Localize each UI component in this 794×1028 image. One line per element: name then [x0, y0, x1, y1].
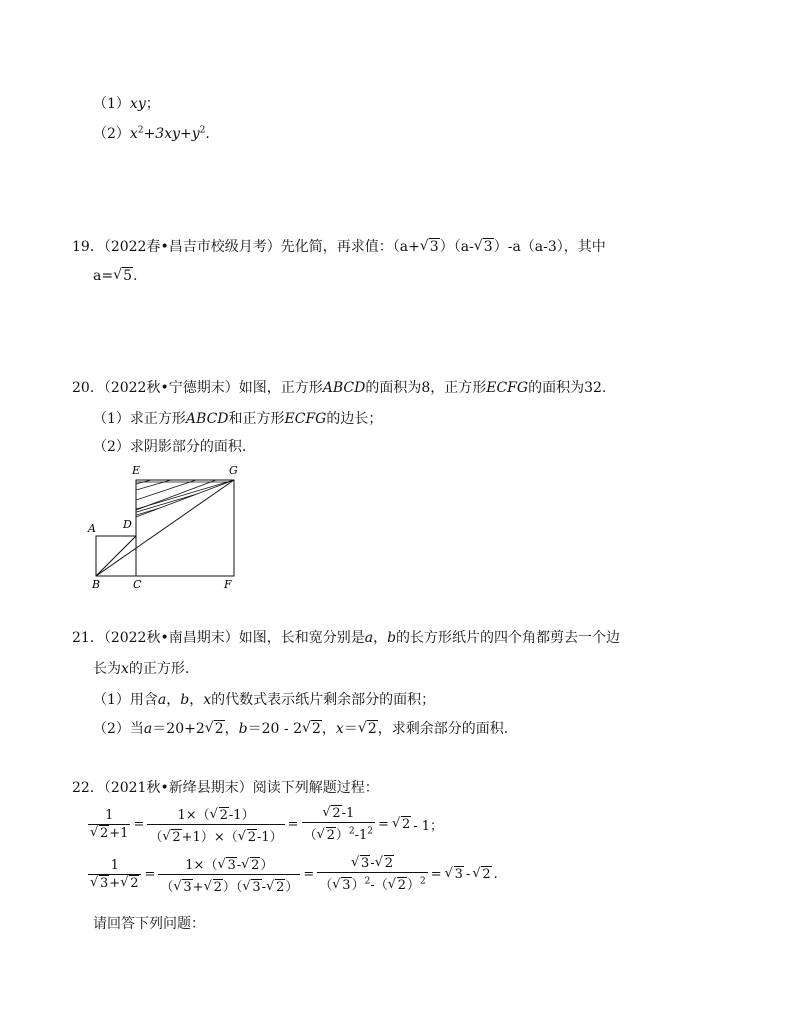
term: -	[236, 858, 242, 873]
q20-part1	[93, 408, 382, 428]
radicand: 2	[100, 826, 109, 841]
q19-line2	[93, 268, 137, 284]
denominator	[88, 875, 141, 891]
question-source: （2022秋•南昌期末）	[103, 630, 239, 646]
square-name: ECFG	[486, 380, 529, 396]
term: -1	[341, 806, 355, 821]
question-text: ，求剩余部分的面积.	[377, 721, 509, 737]
question-text: 长为	[93, 661, 121, 677]
question-text: 先化简，再求值：（a+	[280, 239, 420, 255]
term: （	[160, 880, 174, 895]
question-text: 的边长；	[326, 411, 383, 427]
radicand: 2	[130, 876, 139, 891]
term: +	[109, 876, 121, 891]
question-text: 如图，长和宽分别是	[238, 630, 365, 646]
term: -	[261, 880, 267, 895]
q21-part1	[93, 689, 435, 709]
sqrt	[474, 239, 494, 255]
radicand: 3	[183, 880, 192, 895]
denominator	[88, 825, 130, 841]
square-name: ECFG	[284, 411, 327, 427]
sqrt	[322, 806, 341, 821]
question-text: 和正方形	[228, 411, 285, 427]
sqrt	[204, 880, 223, 895]
question-text: 请回答下列问题：	[93, 916, 205, 932]
radicand: 2	[326, 828, 335, 843]
term: .	[493, 867, 498, 882]
equals-sign: =	[378, 817, 389, 832]
question-text: 如图，正方形	[238, 380, 323, 396]
term: ）（	[222, 880, 243, 895]
label-c: C	[133, 578, 142, 590]
sqrt	[266, 880, 285, 895]
var-b: b	[180, 692, 190, 708]
equals-sign: =	[287, 817, 299, 832]
denominator	[302, 823, 375, 843]
sqrt	[241, 858, 260, 873]
sqrt	[242, 880, 261, 895]
question-text: ）（a-	[439, 239, 474, 255]
radicand: 3	[454, 867, 463, 882]
radicand: 2	[247, 830, 256, 845]
radicand: 2	[401, 817, 411, 832]
question-number: 22．	[72, 780, 104, 796]
var-a: a	[143, 721, 153, 737]
radicand: 2	[397, 878, 406, 893]
sqrt	[217, 858, 236, 873]
numerator	[147, 804, 284, 825]
term: （	[319, 878, 333, 893]
part-label: （1）	[93, 96, 130, 112]
radicand: 5	[123, 268, 132, 284]
sqrt	[113, 268, 133, 284]
label-a: A	[88, 522, 96, 535]
term: -	[465, 867, 471, 882]
question-number: 21．	[72, 630, 104, 646]
term: -1）	[257, 830, 283, 845]
question-text: 的正方形.	[128, 661, 190, 677]
label-g: G	[229, 464, 238, 477]
term: （	[303, 828, 317, 843]
exponent: 2	[137, 125, 144, 136]
numerator	[302, 806, 375, 823]
term: ）	[351, 878, 365, 893]
term: ）	[285, 880, 299, 895]
radicand: 2	[172, 830, 181, 845]
sqrt	[351, 856, 370, 871]
sqrt	[302, 721, 322, 737]
question-source: （2022秋•宁德期末）	[103, 380, 239, 396]
term: - 1；	[413, 819, 444, 834]
question-text: ）-a（a-3），其中	[493, 239, 606, 255]
numerator	[317, 856, 427, 873]
radicand: 2	[332, 806, 341, 821]
part-label: （1）	[93, 692, 130, 708]
sqrt	[90, 876, 109, 891]
q18-part2	[93, 123, 210, 143]
denominator	[317, 873, 427, 893]
sqrt	[317, 828, 336, 843]
question-number: 19．	[72, 239, 104, 255]
sqrt	[445, 867, 464, 882]
sqrt	[420, 239, 440, 255]
question-text: 阅读下列解题过程：	[252, 780, 379, 796]
question-text: 求阴影部分的面积.	[129, 439, 247, 455]
radicand: 3	[361, 856, 370, 871]
q21-line2	[93, 658, 189, 678]
term: （	[149, 830, 163, 845]
q22-equation-2	[88, 854, 498, 895]
exponent: 2	[364, 876, 371, 887]
exponent: 2	[420, 876, 426, 887]
radicand: 2	[276, 880, 285, 895]
radicand: 2	[482, 867, 491, 882]
question-source: （2021秋•新绛县期末）	[103, 780, 253, 796]
question-text: 用含	[129, 692, 158, 708]
label-d: D	[123, 518, 132, 531]
radicand: 3	[252, 880, 261, 895]
radicand: 3	[483, 239, 493, 255]
question-number: 20．	[72, 380, 104, 396]
square-name: ABCD	[322, 380, 366, 396]
fraction	[147, 804, 284, 845]
term: +1）×（	[181, 830, 238, 845]
var-b: b	[238, 721, 248, 737]
punct: .	[133, 268, 138, 284]
q18-part1	[93, 93, 160, 113]
sqrt	[472, 867, 491, 882]
punct: .	[205, 126, 210, 142]
punct: ，	[321, 721, 336, 737]
punct: ，	[224, 721, 239, 737]
term: 1×（	[177, 808, 210, 823]
var-x: x	[203, 692, 212, 708]
shaded-region	[86, 480, 234, 530]
q22-prompt	[93, 913, 205, 933]
radicand: 3	[227, 858, 236, 873]
equals-sign: =	[144, 867, 156, 882]
sqrt	[375, 856, 394, 871]
punct: ，	[373, 630, 388, 646]
var-x: x	[335, 721, 344, 737]
equals-sign: =	[133, 817, 145, 832]
numerator: 1	[88, 808, 130, 825]
term: ）	[407, 878, 421, 893]
radicand: 3	[342, 878, 351, 893]
numerator	[158, 854, 300, 875]
q21-line1	[72, 627, 620, 647]
term: -（	[370, 878, 388, 893]
sqrt	[332, 878, 351, 893]
equals-sign: =	[303, 867, 315, 882]
expression: ＝20 - 2	[247, 721, 302, 737]
part-label: （2）	[93, 439, 130, 455]
radicand: 2	[367, 721, 377, 737]
sqrt	[238, 830, 257, 845]
term: -	[370, 856, 375, 871]
sqrt	[173, 880, 192, 895]
sqrt	[358, 721, 378, 737]
sqrt	[392, 817, 411, 832]
question-text: a=	[93, 268, 114, 284]
q22-equation-1	[88, 804, 443, 845]
sqrt	[120, 876, 139, 891]
fraction	[88, 808, 130, 841]
radicand: 2	[213, 880, 222, 895]
line-bd	[96, 536, 136, 576]
expression: xy	[129, 96, 146, 112]
label-b: B	[92, 578, 101, 590]
punct: ，	[166, 692, 181, 708]
expression: ＝20+2	[152, 721, 205, 737]
radicand: 2	[219, 808, 228, 823]
label-f: F	[224, 578, 232, 590]
radicand: 2	[384, 856, 393, 871]
var-a: a	[364, 630, 374, 646]
exponent: 2	[348, 826, 355, 837]
term: ）	[335, 828, 349, 843]
question-text: 的长方形纸片的四个角都剪去一个边	[396, 630, 621, 646]
question-text: 的面积为8，正方形	[365, 380, 487, 396]
sqrt	[388, 878, 407, 893]
denominator	[147, 825, 284, 845]
radicand: 3	[429, 239, 439, 255]
expression: +3xy+y	[143, 126, 200, 142]
question-text: 当	[129, 721, 144, 737]
equals-sign: =	[430, 867, 442, 882]
square-name: ABCD	[185, 411, 229, 427]
punct: ；	[145, 96, 160, 112]
q20-line1	[72, 377, 606, 397]
term: +	[192, 880, 204, 895]
term: -1	[354, 828, 368, 843]
sqrt	[162, 830, 181, 845]
part-label: （2）	[93, 721, 130, 737]
exponent: 2	[199, 125, 206, 136]
q22-line1	[72, 777, 379, 797]
exponent: 2	[367, 826, 374, 837]
part-label: （2）	[93, 126, 130, 142]
q19-line1	[72, 236, 606, 256]
var-a: a	[157, 692, 167, 708]
radicand: 2	[214, 721, 224, 737]
question-text: 求正方形	[129, 411, 186, 427]
radicand: 3	[100, 876, 109, 891]
q20-part2	[93, 436, 246, 456]
var-b: b	[387, 630, 397, 646]
expression: ＝	[343, 721, 358, 737]
sqrt	[205, 721, 225, 737]
question-text: 的代数式表示纸片剩余部分的面积；	[211, 692, 436, 708]
term: +1	[109, 826, 129, 841]
line-bg	[96, 480, 234, 576]
q20-figure	[86, 460, 246, 590]
fraction	[158, 854, 300, 895]
var-x: x	[121, 661, 129, 677]
q21-part2	[93, 718, 508, 738]
var-x: x	[129, 126, 138, 142]
punct: ，	[189, 692, 204, 708]
part-label: （1）	[93, 411, 130, 427]
term: -1）	[228, 808, 255, 823]
fraction	[88, 858, 141, 891]
denominator	[158, 875, 300, 895]
term: 1×（	[185, 858, 218, 873]
sqrt	[90, 826, 109, 841]
question-source: （2022春•昌吉市校级月考）	[103, 239, 281, 255]
numerator: 1	[88, 858, 141, 875]
fraction	[302, 806, 375, 843]
label-e: E	[132, 464, 141, 477]
term: ）	[260, 858, 274, 873]
fraction	[317, 856, 427, 893]
radicand: 2	[251, 858, 260, 873]
sqrt	[210, 808, 229, 823]
radicand: 2	[311, 721, 321, 737]
question-text: 的面积为32.	[528, 380, 607, 396]
